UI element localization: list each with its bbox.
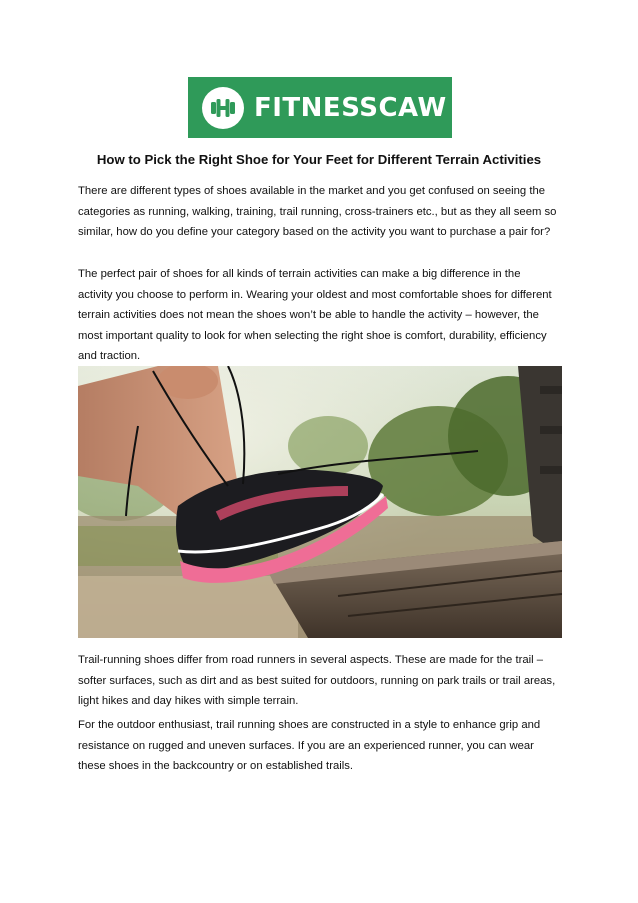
shoe-lacing-photo — [78, 366, 562, 638]
dumbbell-icon — [202, 87, 244, 129]
paragraph-3: Trail-running shoes differ from road runners in several aspects. These are made for the trail – softer surfaces, such as dirt and as best suited for outdoors, running on park trails or trail areas, light hikes and day hikes with simple terrain. — [78, 654, 556, 707]
logo-text: FITNESSCAW — [254, 92, 447, 123]
fitnesscaw-logo[interactable] — [188, 77, 452, 138]
paragraph-1: There are different types of shoes available in the market and you get confused on seeing the categories as running, walking, training, trail running, cross-trainers etc., but as they all seem so similar, how do you define your category based on the activity you want to purchase a pair for? — [78, 185, 557, 238]
paragraph-4: For the outdoor enthusiast, trail running shoes are constructed in a style to enhance grip and resistance on rugged and uneven surfaces. If you are an experienced runner, you can wear these shoes in the backcountry or on established trails. — [78, 719, 541, 772]
article-title: How to Pick the Right Shoe for Your Feet for Different Terrain Activities — [96, 152, 542, 167]
paragraph-2: The perfect pair of shoes for all kinds of terrain activities can make a big difference in the activity you choose to perform in. Wearing your oldest and most comfortable shoes for different terrain activities does not mean the shoes won’t be able to handle the activity – however, the most important quality to look for when selecting the right shoe is comfort, durability, efficiency and traction. — [78, 268, 552, 362]
